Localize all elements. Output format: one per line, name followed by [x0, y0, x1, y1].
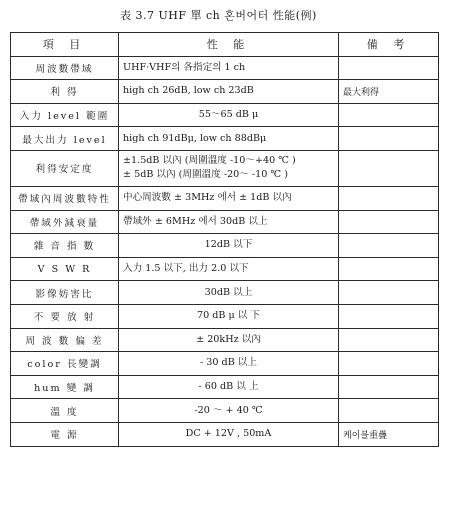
performance-line: high ch 26dB, low ch 23dB — [123, 85, 254, 97]
row-item-label: 帶域外減衰量 — [11, 210, 119, 234]
row-item-label: 最大出力 level — [11, 127, 119, 151]
performance-line: 入力 1.5 以下, 出力 2.0 以下 — [123, 263, 249, 275]
performance-line: high ch 91dBμ, low ch 88dBμ — [123, 132, 267, 144]
performance-line: 中心周波數 ± 3MHz 에서 ± 1dB 以內 — [123, 192, 292, 204]
table-row — [11, 80, 439, 104]
table-row — [11, 150, 439, 186]
header-row — [11, 33, 439, 57]
row-item-label: 溫 度 — [11, 399, 119, 423]
header-item: 項 目 — [11, 33, 119, 57]
row-note — [339, 56, 439, 80]
row-note — [339, 281, 439, 305]
row-performance — [119, 234, 339, 258]
header-note: 備 考 — [339, 33, 439, 57]
row-performance — [119, 422, 339, 446]
row-item-label: 利 得 — [11, 80, 119, 104]
row-performance — [119, 56, 339, 80]
table-row — [11, 399, 439, 423]
performance-line: - 30 dB 以上 — [200, 357, 257, 369]
row-performance — [119, 127, 339, 151]
row-note — [339, 375, 439, 399]
table-row — [11, 304, 439, 328]
row-note — [339, 150, 439, 186]
row-performance — [119, 186, 339, 210]
row-performance — [119, 399, 339, 423]
row-note — [339, 210, 439, 234]
table-row — [11, 422, 439, 446]
performance-line: 70 dB μ 以 下 — [196, 310, 261, 322]
row-note — [339, 399, 439, 423]
row-item-label: 不 要 放 射 — [11, 304, 119, 328]
row-note: 케이블重疊 — [339, 422, 439, 446]
performance-line: UHF·VHF의 各指定의 1 ch — [123, 61, 246, 73]
row-note — [339, 103, 439, 127]
performance-line: 55～65 dB μ — [198, 109, 259, 121]
row-item-label: V S W R — [11, 257, 119, 281]
table-row — [11, 210, 439, 234]
table-row — [11, 328, 439, 352]
row-note — [339, 234, 439, 258]
row-note — [339, 186, 439, 210]
row-note — [339, 352, 439, 376]
performance-line: - 60 dB 以 上 — [198, 381, 259, 393]
header-performance: 性 能 — [119, 33, 339, 57]
row-item-label: 帶域內周波數特性 — [11, 186, 119, 210]
table-row — [11, 234, 439, 258]
row-item-label: 雜 音 指 數 — [11, 234, 119, 258]
table-caption: 表 3.7 UHF 單 ch 혼버어터 性能(例) — [120, 9, 317, 22]
performance-line: DC + 12V , 50mA — [185, 428, 272, 440]
row-item-label: hum 變 調 — [11, 375, 119, 399]
performance-line: ±1.5dB 以內 (周圍溫度 -10～+40 ℃ ) — [123, 155, 296, 167]
row-performance — [119, 328, 339, 352]
row-item-label: 電 源 — [11, 422, 119, 446]
row-performance — [119, 103, 339, 127]
table-row — [11, 127, 439, 151]
row-performance — [119, 150, 339, 186]
row-performance — [119, 352, 339, 376]
row-performance — [119, 375, 339, 399]
row-note — [339, 127, 439, 151]
row-note — [339, 257, 439, 281]
performance-line: 帶域外 ± 6MHz 에서 30dB 以上 — [123, 215, 268, 227]
row-note — [339, 304, 439, 328]
row-item-label: 影像妨害比 — [11, 281, 119, 305]
row-performance — [119, 257, 339, 281]
row-item-label: color 長變調 — [11, 352, 119, 376]
performance-line: 30dB 以上 — [204, 286, 253, 298]
performance-line: ± 5dB 以內 (周圍溫度 -20～ -10 ℃ ) — [123, 169, 288, 181]
row-performance — [119, 304, 339, 328]
row-item-label: 周波數帶域 — [11, 56, 119, 80]
performance-line: -20 ～ + 40 ℃ — [194, 404, 263, 416]
table-row — [11, 103, 439, 127]
row-item-label: 周 波 數 偏 差 — [11, 328, 119, 352]
row-item-label: 利得安定度 — [11, 150, 119, 186]
performance-line: 12dB 以下 — [204, 239, 253, 251]
row-note: 最大利得 — [339, 80, 439, 104]
row-performance — [119, 210, 339, 234]
table-row — [11, 186, 439, 210]
table-row — [11, 257, 439, 281]
row-note — [339, 328, 439, 352]
table-row — [11, 281, 439, 305]
performance-line: ± 20kHz 以內 — [196, 333, 261, 345]
row-item-label: 入力 level 範圍 — [11, 103, 119, 127]
row-performance — [119, 281, 339, 305]
table-row — [11, 56, 439, 80]
table-row — [11, 352, 439, 376]
row-performance — [119, 80, 339, 104]
spec-table — [10, 32, 439, 447]
table-row — [11, 375, 439, 399]
